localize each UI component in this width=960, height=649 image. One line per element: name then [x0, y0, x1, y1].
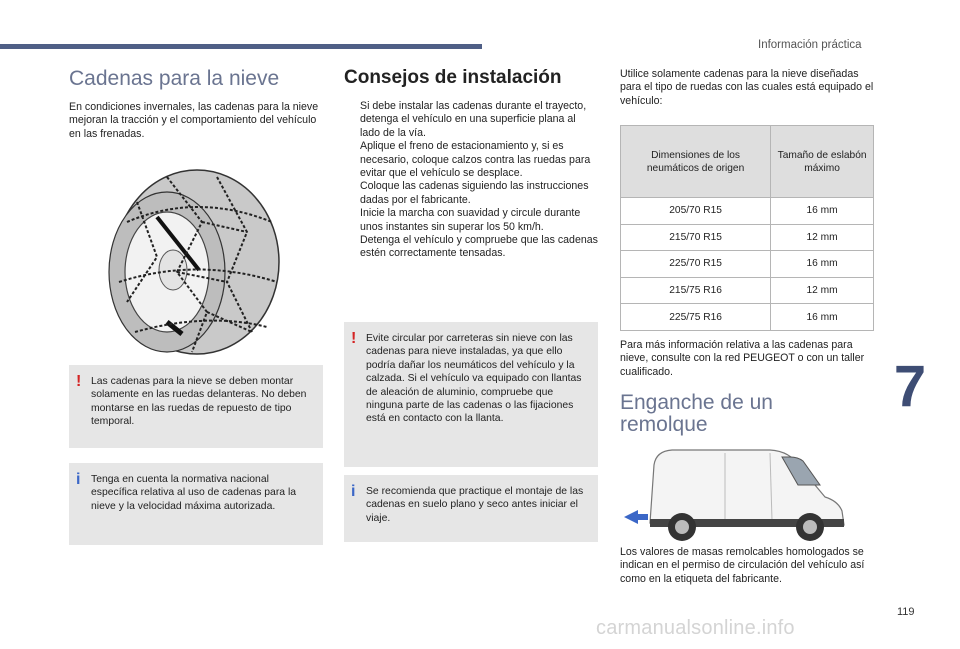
table-row [621, 277, 874, 304]
arrow-left-icon [624, 510, 648, 524]
installation-title: Consejos de instalación [344, 67, 562, 88]
dealer-info-text: Para más información relativa a las cadenas para nieve, consulte con la red PEUGEOT o con un taller cualificado. [620, 339, 865, 378]
snow-chains-column [69, 60, 323, 141]
link-size-cell: 16 mm [771, 198, 874, 225]
table-row [621, 304, 874, 331]
practice-info-note [344, 475, 598, 542]
tire-size-cell: 225/70 R15 [621, 251, 771, 278]
table-row [621, 224, 874, 251]
list-item: Aplique el freno de estacionamiento y, si es necesario, coloque calzos contra las ruedas para evitar que el vehículo se desplace. [360, 140, 591, 180]
chapter-number: 7 [893, 354, 927, 419]
warning-text: Las cadenas para la nieve se deben montar solamente en las ruedas delanteras. No deben montarse en las ruedas de repuesto de tipo temporal. [91, 376, 307, 428]
list-item: Si debe instalar las cadenas durante el trayecto, detenga el vehículo en una superficie plana al lado de la vía. [360, 100, 587, 139]
warning-icon: ! [76, 373, 82, 390]
info-text: Tenga en cuenta la normativa nacional específica relativa al uso de cadenas para la nieve y la velocidad máxima autorizada. [91, 474, 297, 512]
chapter-label: Información práctica [758, 39, 862, 51]
link-size-cell: 16 mm [771, 251, 874, 278]
table-header-row [621, 126, 874, 198]
tire-chain-table [620, 125, 874, 331]
table-row [621, 251, 874, 278]
installation-column [344, 60, 598, 261]
towing-text: Los valores de masas remolcables homologados se indican en el permiso de circulación del vehículo así como en la etiqueta del fabricante. [620, 546, 865, 585]
header-bar [0, 44, 482, 49]
regulation-info-note [69, 463, 323, 545]
tire-size-cell: 225/75 R16 [621, 304, 771, 331]
info-icon: i [351, 483, 356, 500]
warning-text: Evite circular por carreteras sin nieve con las cadenas para nieve instaladas, ya que ello podría dañar los neumáticos del vehículo y la calzada. Si el vehículo va equipado con llantas de aleación de aluminio, compruebe que ninguna parte de las cadenas o las fijaciones está en contacto con la llanta. [366, 333, 582, 425]
list-item: Inicie la marcha con suavidad y circule durante unos instantes sin superar los 50 km/h. [360, 207, 581, 233]
snow-chains-intro: En condiciones invernales, las cadenas para la nieve mejoran la tracción y el comportamiento del vehículo en las frenadas. [69, 101, 319, 140]
installation-steps [344, 100, 598, 261]
page-number: 119 [897, 606, 915, 618]
tire-size-cell: 215/75 R16 [621, 277, 771, 304]
info-text: Se recomienda que practique el montaje de las cadenas en suelo plano y seco antes iniciar el viaje. [366, 486, 584, 524]
front-wheels-warning-note [69, 365, 323, 448]
column-header: Tamaño de eslabón máximo [771, 126, 874, 198]
list-item: Detenga el vehículo y compruebe que las cadenas estén correctamente tensadas. [360, 234, 598, 260]
chain-sizes-intro: Utilice solamente cadenas para la nieve diseñadas para el tipo de ruedas con las cuales está equipado el vehículo: [620, 68, 874, 107]
snow-chain-wheel-illustration [107, 162, 287, 357]
column-header: Dimensiones de los neumáticos de origen [621, 126, 771, 198]
van-towing-illustration [620, 445, 850, 545]
info-icon: i [76, 471, 81, 488]
link-size-cell: 16 mm [771, 304, 874, 331]
chain-sizes-column [620, 60, 874, 108]
snow-chains-title: Cadenas para la nieve [69, 67, 280, 90]
watermark: carmanualsonline.info [596, 617, 795, 639]
snowless-roads-warning-note [344, 322, 598, 467]
warning-icon: ! [351, 330, 357, 347]
link-size-cell: 12 mm [771, 224, 874, 251]
table-row [621, 198, 874, 225]
link-size-cell: 12 mm [771, 277, 874, 304]
list-item: Coloque las cadenas siguiendo las instrucciones dadas por el fabricante. [360, 180, 589, 206]
tire-size-cell: 205/70 R15 [621, 198, 771, 225]
towing-title: Enganche de un remolque [620, 391, 773, 436]
tire-size-cell: 215/70 R15 [621, 224, 771, 251]
